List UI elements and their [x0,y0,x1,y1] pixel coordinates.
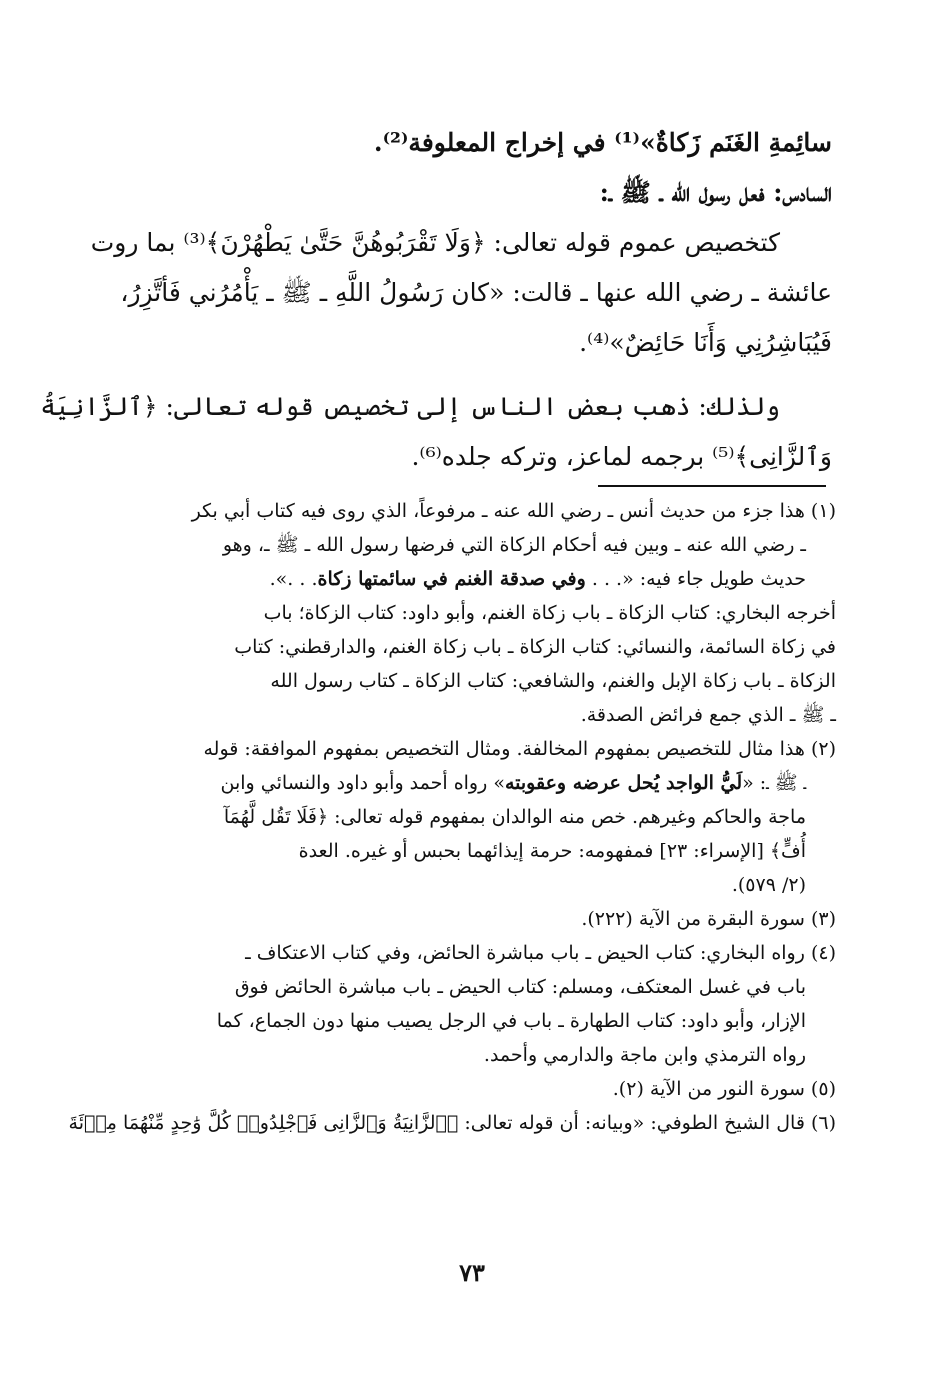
main-line: ولذلك: ذهب بعض الناس إلى تخصيص قوله تعالى: ﴿ٱلزَّانِيَةُ [40,392,780,421]
main-line: سائِمةِ الغَنَم زَكاةٌ»⁽¹⁾ في إخراج المعلوفة⁽²⁾. [373,128,832,157]
footnote-line: (٣) سورة البقرة من الآية (٢٢٢). [581,908,836,930]
footnote-line: باب في غسل المعتكف، ومسلم: كتاب الحيض ـ باب مباشرة الحائض فوق [234,976,806,998]
footnote-line: الإزار، وأبو داود: كتاب الطهارة ـ باب في الرجل يصيب منها دون الجماع، كما [216,1010,806,1032]
footnote-3 [110,902,836,936]
footnote-line: أُفٍّ﴾ [الإسراء: ٢٣] فمفهومه: حرمة إيذائهما بحبس أو غيره. العدة [298,840,806,862]
footnote-line: (٢/ ٥٧٩). [731,874,806,896]
footnote-line: الزكاة ـ باب زكاة الإبل والغنم، والشافعي: كتاب الزكاة ـ كتاب رسول الله [270,670,836,692]
section-heading [108,168,832,218]
footnote-line: ـ رضي الله عنه ـ وبين فيه أحكام الزكاة التي فرضها رسول الله ـ ﷺ ـ، وهو [222,534,806,556]
footnote-separator [598,485,826,487]
footnote-line: ـ ﷺ ـ الذي جمع فرائض الصدقة. [580,704,836,726]
main-line: فَيُبَاشِرُنِي وَأَنَا حَائِضٌ»⁽⁴⁾. [579,328,832,357]
footnote-line [110,766,836,800]
footnote-line: (٢) هذا مثال للتخصيص بمفهوم المخالفة. ومثال التخصيص بمفهوم الموافقة: قوله [203,738,836,760]
footnote-line: (٥) سورة النور من الآية (٢). [612,1078,836,1100]
footnote-text: . . .». [269,568,318,590]
footnote-5 [110,1072,836,1106]
heading-text: فعل رسول الله ـ ﷺ ـ: [599,178,765,207]
heading-label: السادس: [773,178,832,207]
main-line: كتخصيص عموم قوله تعالى: ﴿وَلَا تَقْرَبُوهُنَّ حَتَّىٰ يَطْهُرْنَ﴾⁽³⁾ بما روت [90,228,780,257]
main-line: عائشة ـ رضي الله عنها ـ قالت: «كان رَسُولُ اللَّهِ ـ ﷺ ـ يَأْمُرُني فَأتَّزِرُ، [120,278,832,307]
footnotes [68,494,836,1140]
footnote-line: أخرجه البخاري: كتاب الزكاة ـ باب زكاة الغنم، وأبو داود: كتاب الزكاة؛ باب [263,602,836,624]
footnote-text: ـ ﷺ ـ: « [742,772,806,794]
footnote-line: في زكاة السائمة، والنسائي: كتاب الزكاة ـ باب زكاة الغنم، والدارقطني: كتاب [234,636,836,658]
page-number: ٧٣ [459,1258,485,1287]
footnote-text: » رواه أحمد وأبو داود والنسائي وابن [220,772,505,794]
footnote-1 [110,494,836,732]
main-line: وَٱلزَّانِى﴾⁽⁵⁾ برجمه لماعز، وتركه جلده⁽⁶⁾. [411,442,832,471]
footnote-text: حديث طويل جاء فيه: «. . . [585,568,806,590]
main-text [40,118,832,482]
footnote-line: (١) هذا جزء من حديث أنس ـ رضي الله عنه ـ مرفوعاً، الذي روى فيه كتاب أبي بكر [191,500,836,522]
hadith-quote: وفي صدقة الغنم في سائمتها زكاة [317,568,586,590]
footnote-line [110,562,836,596]
hadith-quote: لَيُّ الواجد يُحل عرضه وعقوبته [504,772,743,794]
footnote-2 [110,732,836,902]
footnote-line: ماجة والحاكم وغيرهم. خص منه الوالدان بمفهوم قوله تعالى: ﴿فَلَا تَقُل لَّهُمَآ [223,806,806,828]
footnote-line: (٦) قال الشيخ الطوفي: «وبيانه: أن قوله تعالى: ﴿ٱلزَّانِيَةُ وَٱلزَّانِى فَٱجْلِدُوا۟ كُلَّ وَٰحِدٍ مِّنْهُمَا مِا۟ئَةَ [68,1112,836,1134]
footnote-6 [68,1106,836,1140]
footnote-line: (٤) رواه البخاري: كتاب الحيض ـ باب مباشرة الحائض، وفي كتاب الاعتكاف ـ [245,942,836,964]
footnote-4 [110,936,836,1072]
footnote-line: رواه الترمذي وابن ماجة والدارمي وأحمد. [483,1044,806,1066]
